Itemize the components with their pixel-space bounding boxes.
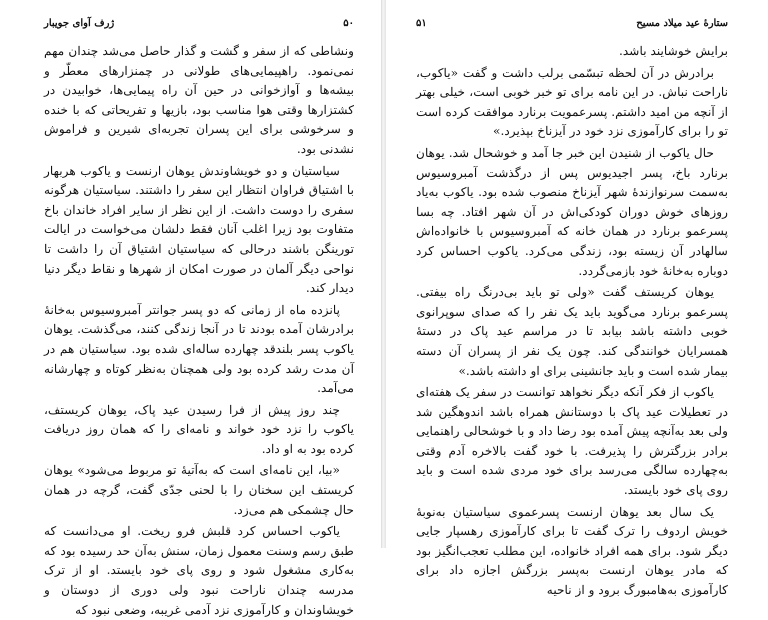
paragraph: برایش خوشایند باشد. bbox=[619, 44, 728, 58]
paragraph: یوهان کریستف گفت «ولی تو باید بی‌درنگ راه بیفتی. پسرعمو برنارد می‌گوید باید یک نفر را که صدای سوپرانوی خوبی داشته باشد بیابد تا در مراسم عید پاک در دستهٔ همسرایان خوانندگی کند. چون یک نفر از پسران آن دسته بیمار شده است و باید جانشینی برای او داشته باشد.» bbox=[416, 285, 728, 378]
paragraph: یاکوب از فکر آنکه دیگر نخواهد توانست در سفر یک هفته‌ای در تعطیلات عید پاک با دوستانش همراه باشد اندوهگین شد ولی بعد به‌آنچه پیش آمده بود رضا داد و با خوشحالی راهنمایی برادر بزرگترش را پذیرفت. با خود گفت بالاخره آدم وقتی به‌چهارده سالگی می‌رسد برای خود مردی شده است و باید روی پای خود بایستد. bbox=[416, 385, 728, 498]
paragraph: برادرش در آن لحظه تبسّمی برلب داشت و گفت «یاکوب، ناراحت نباش. در این نامه برای تو خبر خوبی است، خیلی بهتر از آنچه من امید داشتم. پسرعمویت برنارد موافقت کرده است تو را برای کارآموزی نزد خود در آیزناخ بپذیرد.» bbox=[416, 65, 728, 139]
right-page bbox=[386, 0, 768, 598]
paragraph: حال یاکوب از شنیدن این خبر جا آمد و خوشحال شد. یوهان برنارد باخ، پسر اجیدیوس پس از درگذشت آمبروسیوس به‌سمت سرنوازندهٔ شهر آیزناخ منصوب شده بود. یاکوب به‌یاد روزهای خوش دوران کودکی‌اش در آن شهر افتاد. چه بسا پسرعمو برنارد در همان خانه که آمبروسیوس با خانواده‌اش سالهادر آن زیسته بود، زندگی می‌کرد. یاکوب احساس کرد دوباره به‌خانهٔ خود بازمی‌گردد. bbox=[416, 145, 728, 278]
paragraph: چند روز پیش از فرا رسیدن عید پاک، یوهان کریستف، یاکوب را نزد خود خواند و نامه‌ای را که همان روز دریافت کرده بود به او داد. bbox=[44, 402, 354, 456]
paragraph: یاکوب احساس کرد قلبش فرو ریخت. او می‌دانست که طبق رسم وسنت معمول زمان، سنش به‌آن حد رسیده بود که به‌کاری مشغول شود و روی پای خود بایستد. او از ترک مدرسه چندان ناراحت نبود ولی دوری از دوستان و خویشاوندان و کارآموزی نزد آدمی غریبه، وضعی نبود که bbox=[44, 524, 354, 617]
left-page-number: ۵۰ bbox=[343, 17, 354, 29]
right-page-body bbox=[416, 42, 728, 601]
left-page bbox=[0, 0, 382, 617]
paragraph: سیاستیان و دو خویشاوندش یوهان ارنست و یاکوب هربهار با اشتیاق فراوان انتظار این سفر را داشتند. سیاستیان هرگونه سفری را دوست داشت. از این نظر از سایر افراد خاندان باخ متفاوت بود زیرا اغلب آنان فقط دلشان می‌خواست در ایالت تورینگن باشند درحالی که سیاستیان اشتیاق آن را داشت تا نواحی دیگر آلمان در صورت امکان از شهرها و نقاط دیگر دنیا دیدار کند. bbox=[44, 163, 354, 296]
paragraph: «بیا، این نامه‌ای است که به‌آتیهٔ تو مربوط می‌شود» یوهان کریستف این سخنان را با لحنی جدّی گفت، گرچه در همان حال چشمکی هم می‌زد. bbox=[44, 463, 354, 517]
left-page-header bbox=[44, 14, 354, 32]
right-page-header bbox=[416, 14, 728, 32]
right-running-title: ستارهٔ عید میلاد مسیح bbox=[636, 17, 728, 29]
left-page-body bbox=[44, 42, 354, 620]
paragraph: ونشاطی که از سفر و گشت و گذار حاصل می‌شد چندان مهم نمی‌نمود. راهپیمایی‌های طولانی در چمنزارهای معطّر و بیشه‌ها و آوازخوانی در حین آن راه پیمایی‌ها، خوابیدن در کشتزارها وقتی هوا مناسب بود، بازیها و تفریحاتی که با خنده و سرخوشی برای این پسران تجربه‌ای شیرین و فراموش نشدنی بود. bbox=[44, 44, 354, 156]
right-page-number: ۵۱ bbox=[416, 17, 427, 29]
left-running-title: ژرف آوای جویبار bbox=[44, 17, 115, 29]
paragraph: یک سال بعد یوهان ارنست پسرعموی سیاستیان به‌نوبهٔ خویش اردوف را ترک گفت تا برای کارآموزی رهسپار جایی دیگر شود. برای همه افراد خانواده، این مطلب تعجب‌انگیز بود که مادر یوهان ارنست به‌پسر بزرگش اجازه داد برای کارآموزی به‌هامبورگ برود و از ناحیه bbox=[416, 504, 728, 598]
paragraph: پانزده ماه از زمانی که دو پسر جوانتر آمبروسیوس به‌خانهٔ برادرشان آمده بودند تا در آنجا زندگی کنند، می‌گذشت. یوهان یاکوب پسر بلندقد چهارده ساله‌ای شده بود. سیاستیان هم در آن مدت رشد کرده بود ولی همچنان به‌نظر کوتاه و چهارشانه می‌آمد. bbox=[44, 302, 354, 396]
